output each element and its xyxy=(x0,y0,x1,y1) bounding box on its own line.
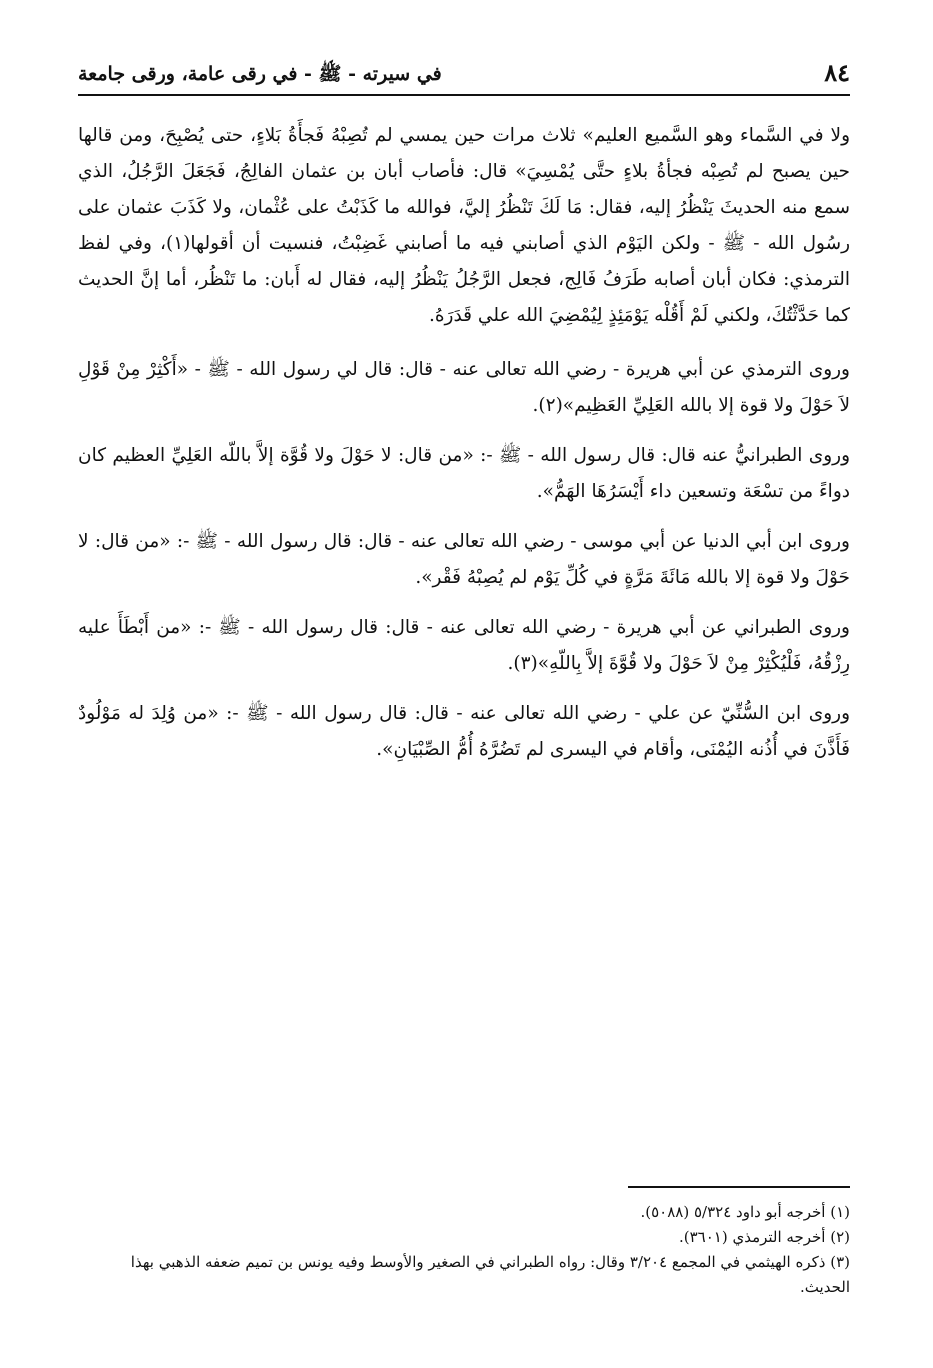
paragraph: وروى ابن أبي الدنيا عن أبي موسى - رضي الله تعالى عنه - قال: قال رسول الله - ﷺ -: «من قال: لا حَوْلَ ولا قوة إلا بالله مَائَةَ مَرَّةٍ في كُلِّ يَوْم لم يُصِبْهُ فَقْر». xyxy=(78,531,850,588)
paragraph: ولا في السَّماء وهو السَّميع العليم» ثلاث مرات حين يمسي لم تُصِبْهُ فَجأَةُ بَلاءٍ، حتى يُصْبِحَ، ومن قالها حين يصبح لم تُصِبْه فجأةُ بلاءٍ حتَّى يُمْسِيَ» قال: فأصاب أبان بن عثمان الفالِجُ، فَجَعَلَ الرَّجُلُ، الذي سمع منه الحديثَ يَنْظُرُ إليه، فقال: مَا لَكَ تَنْظُرُ إليَّ، فوالله ما كَذَبْتُ على عُثْمان، ولا كَذَبَ عثمان على رسُول الله - ﷺ - ولكن اليَوْم الذي أصابني فيه ما أصابني غَضِبْتُ، فنسيت أن أقولها(١)، وفي لفظ الترمذي: فكان أبان أصابه طَرَفُ فَالِج، فجعل الرَّجُلُ يَنْظُرُ إليه، فقال له أَبان: ما تَنْظُر، أما إنَّ الحديث كما حَدَّثْتُكَ، ولكني لَمْ أَقُلْه يَوْمَئِذٍ لِيُمْضِيَ الله علي قَدَرَهُ. xyxy=(78,125,851,326)
footnote: (٢) أخرجه الترمذي (٣٦٠١). xyxy=(678,1228,850,1246)
footnote: (١) أخرجه أبو داود ٥/٣٢٤ (٥٠٨٨). xyxy=(640,1203,850,1221)
page-header xyxy=(78,52,850,96)
header-divider xyxy=(78,94,850,96)
footnote: (٣) ذكره الهيثمي في المجمع ٣/٢٠٤ وقال: رواه الطبراني في الصغير والأوسط وفيه يونس بن تميم ضعفه الذهبي بهذا الحديث. xyxy=(130,1253,850,1296)
running-title: في سيرته - ﷺ - في رقى عامة، ورقى جامعة xyxy=(78,63,442,85)
paragraph: وروى الترمذي عن أبي هريرة - رضي الله تعالى عنه - قال: قال لي رسول الله - ﷺ - «أَكْثِرْ مِنْ قَوْلِ لاَ حَوْلَ ولا قوة إلا بالله العَلِيِّ العَظِيم»(٢). xyxy=(78,359,850,416)
paragraph: وروى الطبراني عن أبي هريرة - رضي الله تعالى عنه - قال: قال رسول الله - ﷺ -: «من أَبْطَأَ عليه رِزْقُهُ، فَلْيُكْثِرْ مِنْ لاَ حَوْلَ ولا قُوَّةَ إلاَّ بِاللّهِ»(٣). xyxy=(78,617,850,674)
paragraph: وروى الطبرانيُّ عنه قال: قال رسول الله - ﷺ -: «من قال: لا حَوْلَ ولا قُوَّة إلاَّ باللّه العَلِيِّ العظيم كان دواءً من تسْعَة وتسعين داء أَيْسَرُهَا الهَمُّ». xyxy=(78,445,850,502)
page-number: ٨٤ xyxy=(824,58,850,87)
paragraph: وروى ابن السُّنِّيّ عن علي - رضي الله تعالى عنه - قال: قال رسول الله - ﷺ -: «من وُلِدَ له مَوْلُودٌ فَأَذَّنَ في أُذُنه اليُمْنَى، وأقام في اليسرى لم تَضُرَّهُ أُمُّ الصِّبْيَانِ». xyxy=(78,703,850,760)
main-text xyxy=(78,118,850,782)
footnotes xyxy=(78,1200,850,1300)
footnote-divider xyxy=(628,1186,850,1188)
